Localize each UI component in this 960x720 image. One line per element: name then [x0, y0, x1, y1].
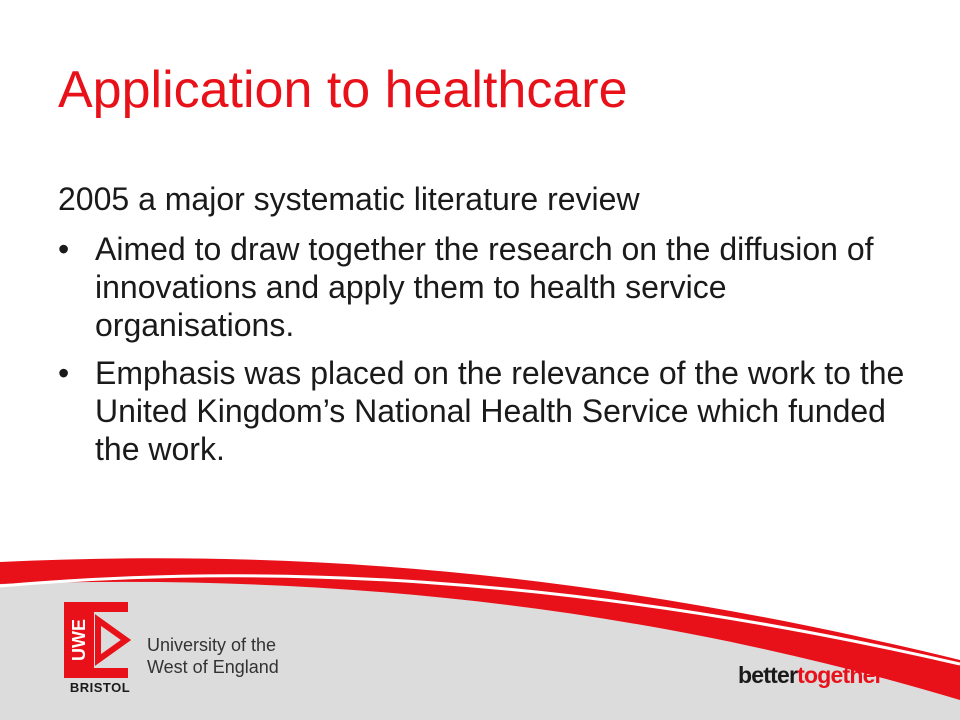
tagline [738, 662, 883, 689]
university-name-line2: West of England [147, 657, 279, 677]
uwe-logo-letters: UWE [69, 619, 89, 661]
lead-text: 2005 a major systematic literature review [58, 181, 640, 217]
slide-title: Application to healthcare [58, 61, 628, 119]
uwe-logo-mark [64, 602, 134, 678]
uwe-logo-city: BRISTOL [69, 680, 131, 695]
bullet-marker: • [58, 231, 70, 267]
uwe-logo [64, 602, 134, 698]
university-name [147, 634, 279, 678]
bullet-text: Emphasis was placed on the relevance of the work to the United Kingdom’s National Health Service which funded the work. [95, 355, 905, 467]
bullet-text: Aimed to draw together the research on the diffusion of innovations and apply them to health service organisations. [95, 231, 874, 343]
university-name-line1: University of the [147, 635, 277, 655]
tagline-part1: better [738, 662, 798, 688]
tagline-part2: together [797, 662, 883, 688]
bullet-marker: • [58, 355, 70, 391]
